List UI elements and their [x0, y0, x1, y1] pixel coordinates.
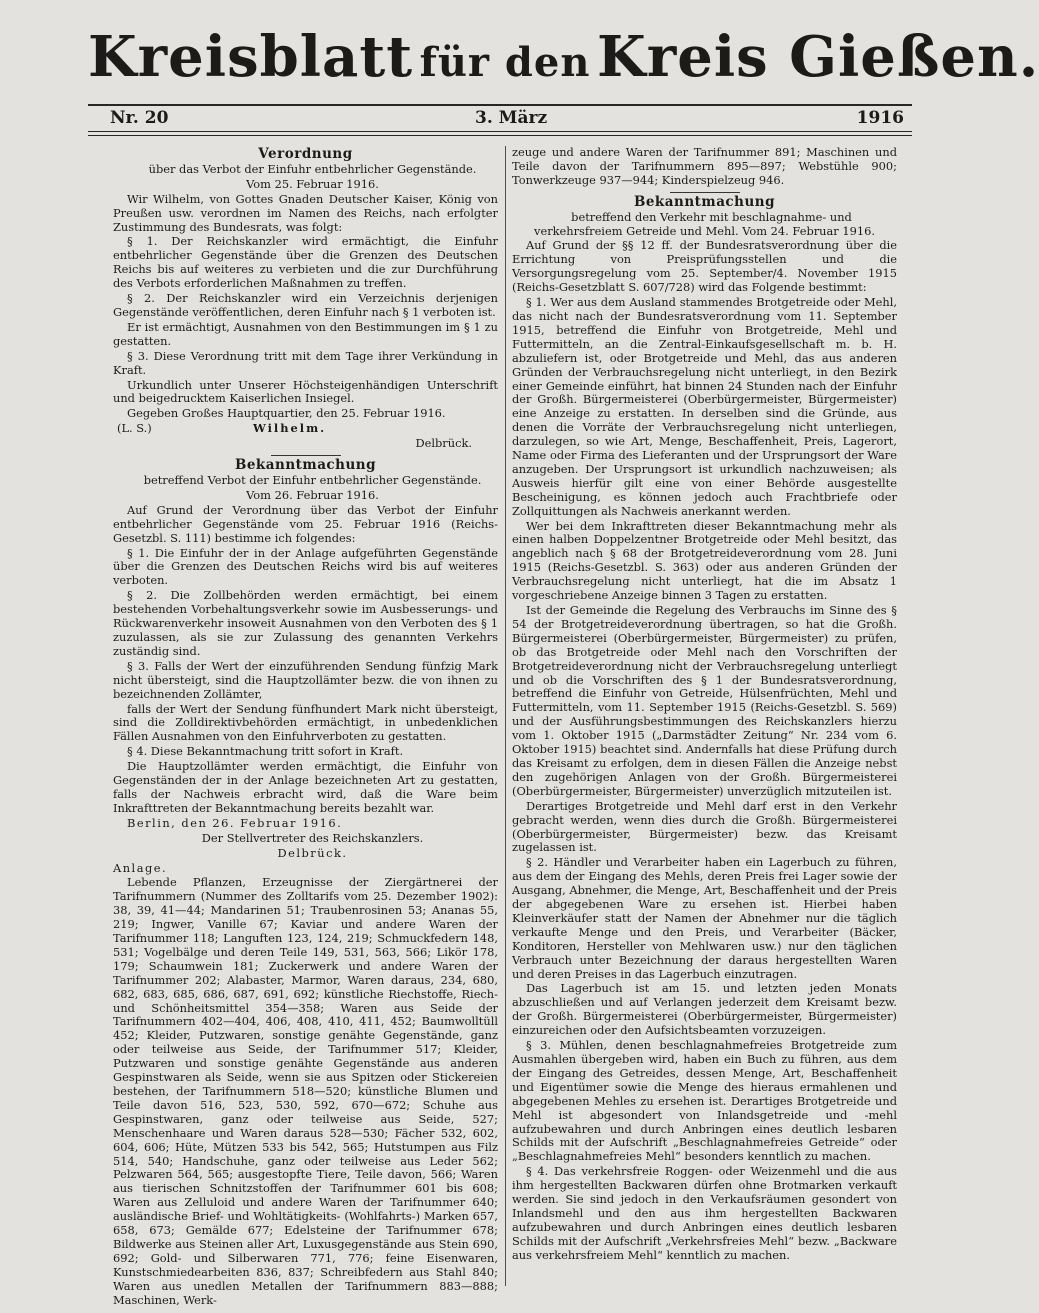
paragraph: § 3. Falls der Wert der einzuführenden Sendung fünfzig Mark nicht übersteigt, sind die Hauptzollämter bezw. die von ihnen zu bezeichnenden Zollämter, [113, 658, 498, 701]
paragraph: § 4. Das verkehrsfreie Roggen- oder Weizenmehl und die aus ihm hergestellten Backwaren dürfen ohne Brotmarken verkauft werden. Sie sind jedoch in den Verkaufsräumen gesondert von Inlandsmehl und den aus ihm hergestellten Backwaren aufzubewahren und durch Anbringen eines deutlich lesbaren Schilds mit der Aufschrift „Verkehrsfreies Mehl“ bezw. „Backware aus verkehrsfreiem Mehl“ kenntlich zu machen. [512, 1164, 897, 1262]
paragraph: § 2. Händler und Verarbeiter haben ein Lagerbuch zu führen, aus dem der Eingang des Mehls, deren Preis frei Lager sowie der Ausgang, Abnehmer, die Menge, Art, Beschaffenheit und der Preis der abgegebenen Ware zu ersehen ist. Hierbei haben Kleinverkäufer statt der Namen der Abnehmer nur die täglich verkaufte Menge und den Preis, und Verarbeiter (Bäcker, Konditoren, Hersteller von Mehlwaren usw.) nur den täglichen Verbrauch unter Bezeichnung der daraus hergestellten Waren und deren Preises in das Lagerbuch einzutragen. [512, 855, 897, 981]
paragraph: Urkundlich unter Unserer Höchsteigenhändigen Unterschrift und beigedrucktem Kaiserlichen Insiegel. [113, 377, 498, 406]
masthead-title-part1: Kreisblatt [88, 24, 414, 90]
signature: Delbrück. [277, 845, 348, 860]
issue-date: 3. März [475, 108, 548, 128]
annex-list: Lebende Pflanzen, Erzeugnisse der Ziergärtnerei der Tarifnummern (Nummer des Zolltarifs vom 25. Dezember 1902): 38, 39, 41—44; Mandarinen 51; Traubenrosinen 53; Ananas 55, 219; Ingwer, Vanille 67; Kaviar und andere Waren der Tarifnummer 118; Languften 123, 124, 219; Schmuckfedern 148, 531; Vogelbälge und deren Teile 149, 531, 563, 566; Likör 178, 179; Schaumwein 181; Zuckerwerk und andere Waren der Tarifnummer 202; Alabaster, Marmor, Waren daraus, 234, 680, 682, 683, 685, 686, 687, 691, 692; künstliche Riechstoffe, Riech- und Schönheitsmittel 354—358; Waren aus Seide der Tarifnummern 402—404, 406, 408, 410, 411, 452; Baumwolltüll 452; Kleider, Putzwaren, sonstige genähte Gegenstände, ganz oder teilweise aus Seide, der Tarifnummer 517; Kleider, Putzwaren und sonstige genähte Gegenstände aus anderen Gespinstwaren als Seide, wenn sie aus Spitzen oder Stickereien bestehen, der Tarifnummern 518—520; künstliche Blumen und Teile davon 516, 523, 530, 592, 670—672; Schuhe aus Gespinstwaren, ganz oder teilweise aus Seide, 527; Menschenhaare und Waren daraus 528—530; Fächer 532, 602, 604, 606; Hüte, Mützen 533 bis 542, 565; Hutstumpen aus Filz 514, 540; Handschuhe, ganz oder teilweise aus Leder 562; Pelzwaren 564, 565; ausgestopfte Tiere, Teile davon, 566; Waren aus tierischen Schnitzstoffen der Tarifnummer 601 bis 608; Waren aus Zelluloid und andere Waren der Tarifnummer 640; ausländische Brief- und Wohltätigkeits- (Wohlfahrts-) Marken 657, 658, 673; Gemälde 677; Edelsteine der Tarifnummer 678; Bildwerke aus Steinen aller Art, Luxusgegenstände aus Stein 690, 692; Gold- und Silberwaren 771, 776; feine Eisenwaren, Kunstschmiedearbeiten 836, 837; Schreibfedern aus Stahl 840; Waren aus unedlen Metallen der Tarifnummern 883—888; Maschinen, Werk- [113, 875, 498, 1307]
deputy-title: Der Stellvertreter des Reichskanzlers. [201, 830, 424, 845]
paragraph: Die Hauptzollämter werden ermächtigt, die Einfuhr von Gegenständen der in der Anlage bezeichneten Art zu gestatten, falls der Nachweis erbracht wird, daß die Ware beim Inkrafttreten der Bekanntmachung bereits bezahlt war. [113, 759, 498, 815]
issue-line [110, 106, 910, 130]
paragraph: Wer bei dem Inkrafttreten dieser Bekanntmachung mehr als einen halben Doppelzentner Brotgetreide oder Mehl besitzt, das angeblich nach § 68 der Brotgetreideverordnung vom 28. Juni 1915 (Reichs-Gesetzbl. S. 363) oder aus anderen Gründen der Verbrauchsregelung nicht unterliegt, hat die im Absatz 1 vorgeschriebene Anzeige binnen 3 Tagen zu erstatten. [512, 518, 897, 603]
signature-row [113, 422, 498, 437]
article-date: Vom 25. Februar 1916. [246, 176, 379, 191]
article-separator [670, 192, 740, 193]
masthead-rule-bottom [88, 131, 912, 132]
paragraph: Das Lagerbuch ist am 15. und letzten jeden Monats abzuschließen und auf Verlangen jederzeit dem Kreisamt bezw. der Großh. Bürgermeisterei (Oberbürgermeister, Bürgermeister) einzureichen oder den Aufsichtsbeamten vorzuzeigen. [512, 981, 897, 1038]
paragraph: Gegeben Großes Hauptquartier, den 25. Februar 1916. [127, 406, 446, 421]
article-subject: betreffend den Verkehr mit beschlagnahme- und verkehrsfreiem Getreide und Mehl. Vom 24. Februar 1916. [534, 209, 875, 238]
masthead [88, 18, 1039, 96]
masthead-title-part3: Kreis Gießen. [597, 24, 1039, 90]
paragraph: Auf Grund der §§ 12 ff. der Bundesratsverordnung über die Errichtung von Preisprüfungsstellen und die Versorgungsregelung vom 25. September/4. November 1915 (Reichs-Gesetzblatt S. 607/728) wird das Folgende bestimmt: [512, 238, 897, 295]
column-divider [505, 146, 506, 1286]
paragraph: § 3. Diese Verordnung tritt mit dem Tage ihrer Verkündung in Kraft. [113, 348, 498, 377]
seal-mark: (L. S.) [117, 421, 152, 436]
paragraph: § 1. Wer aus dem Ausland stammendes Brotgetreide oder Mehl, das nicht nach der Bundesratsverordnung vom 11. September 1915, betreffend die Einfuhr von Brotgetreide, Mehl und Futtermitteln, an die Zentral-Einkaufsgesellschaft m. b. H. abzuliefern ist, oder Brotgetreide und Mehl, das aus anderen Gründen der Verbrauchsregelung nicht unterliegt, in den Bezirk einer Gemeinde einführt, hat binnen 24 Stunden nach der Einfuhr der Großh. Bürgermeisterei (Oberbürgermeister, Bürgermeister) eine Anzeige zu erstatten. In derselben sind die Gründe, aus denen die Vorräte der Verbrauchsregelung nicht unterliegen, darzulegen, so wie Art, Menge, Beschaffenheit, Preis, Lagerort, Name oder Firma des Lieferanten und der Ursprungsort der Ware anzugeben. Der Ursprungsort ist urkundlich nachzuweisen; als Ausweis hierfür gilt eine von einer Behörde ausgestellte Bescheinigung, es können jedoch auch Frachtbriefe oder Zollquittungen als Nachweis anerkannt werden. [512, 295, 897, 518]
article-subject: über das Verbot der Einfuhr entbehrlicher Gegenstände. [148, 161, 477, 176]
paragraph: § 4. Diese Bekanntmachung tritt sofort in Kraft. [127, 744, 404, 759]
annex-title: Anlage. [113, 860, 168, 875]
article-subject: betreffend Verbot der Einfuhr entbehrlicher Gegenstände. [143, 473, 482, 488]
article-heading-bekanntmachung: Bekanntmachung [633, 193, 776, 210]
paragraph: § 2. Der Reichskanzler wird ein Verzeichnis derjenigen Gegenstände veröffentlichen, deren Einfuhr nach § 1 verboten ist. [113, 291, 498, 319]
signature-emperor: Wilhelm. [253, 421, 327, 436]
countersignature: Delbrück. [415, 436, 472, 451]
paragraph: Ist der Gemeinde die Regelung des Verbrauchs im Sinne des § 54 der Brotgetreideverordnung übertragen, so hat die Großh. Bürgermeisterei (Oberbürgermeister, Bürgermeister) zu prüfen, ob das Brotgetreide oder Mehl nach den Vorschriften der Brotgetreideverordnung nicht der Verbrauchsregelung unterliegt und ob die Vorschriften des § 1 der Bundesratsverordnung, betreffend die Einfuhr von Getreide, Hülsenfrüchten, Mehl und Futtermitteln, vom 11. September 1915 (Reichs-Gesetzbl. S. 569) und der Ausführungsbestimmungen des Reichskanzlers hierzu vom 1. Oktober 1915 („Darmstädter Zeitung“ Nr. 234 vom 6. Oktober 1915) beachtet sind. Andernfalls hat diese Prüfung durch das Kreisamt zu erfolgen, dem in diesen Fällen die Anzeige nebst den zugehörigen Anlagen von der Großh. Bürgermeisterei (Oberbürgermeister, Bürgermeister) unverzüglich mitzuteilen ist. [512, 603, 897, 798]
issue-year: 1916 [856, 108, 904, 128]
paragraph: Derartiges Brotgetreide und Mehl darf erst in den Verkehr gebracht werden, wenn dies durch die Großh. Bürgermeisterei (Oberbürgermeister, Bürgermeister) bezw. das Kreisamt zugelassen ist. [512, 798, 897, 855]
paragraph: § 1. Der Reichskanzler wird ermächtigt, die Einfuhr entbehrlicher Gegenstände über die Grenzen des Deutschen Reichs bis auf weiteres zu verbieten und die zur Durchführung des Verbots erforderlichen Maßnahmen zu treffen. [113, 234, 498, 291]
paragraph: Auf Grund der Verordnung über das Verbot der Einfuhr entbehrlicher Gegenstände vom 25. Februar 1916 (Reichs-Gesetzbl. S. 111) bestimme ich folgendes: [113, 502, 498, 545]
paragraph: falls der Wert der Sendung fünfhundert Mark nicht übersteigt, sind die Zolldirektivbehörden ermächtigt, in unbedenklichen Fällen Ausnahmen von den Einfuhrverboten zu gestatten. [113, 701, 498, 744]
issue-number: Nr. 20 [110, 108, 169, 128]
left-column [113, 146, 498, 1306]
article-separator [271, 455, 341, 456]
paragraph: Wir Wilhelm, von Gottes Gnaden Deutscher Kaiser, König von Preußen usw. verordnen im Namen des Reichs, nach erfolgter Zustimmung des Bundesrats, was folgt: [113, 191, 498, 234]
paragraph: § 1. Die Einfuhr der in der Anlage aufgeführten Gegenstände über die Grenzen des Deutschen Reichs wird bis auf weiteres verboten. [113, 545, 498, 588]
paragraph: § 3. Mühlen, denen beschlagnahmefreies Brotgetreide zum Ausmahlen übergeben wird, haben ein Buch zu führen, aus dem der Eingang des Getreides, dessen Menge, Art, Beschaffenheit und Eigentümer sowie die Menge des hieraus ermahlenen und abgegebenen Mehles zu ersehen ist. Derartiges Brotgetreide und Mehl ist abgesondert von Inlandsgetreide und -mehl aufzubewahren und durch Anbringen eines deutlich lesbaren Schilds mit der Aufschrift „Beschlagnahmefreies Getreide“ oder „Beschlagnahmefreies Mehl“ besonders kenntlich zu machen. [512, 1038, 897, 1164]
paragraph: § 2. Die Zollbehörden werden ermächtigt, bei einem bestehenden Vorbehaltungsverkehr sowie im Ausbesserungs- und Rückwarenverkehr insoweit Ausnahmen von den Verboten des § 1 zuzulassen, als sie zur Zulassung des genannten Verkehrs zuständig sind. [113, 588, 498, 658]
article-heading-bekanntmachung: Bekanntmachung [234, 457, 377, 474]
masthead-title-part2: für den [419, 39, 591, 86]
right-column [512, 146, 897, 1306]
masthead-rule-bottom-thin [88, 135, 912, 136]
article-heading-verordnung: Verordnung [258, 146, 353, 162]
paragraph: Er ist ermächtigt, Ausnahmen von den Bestimmungen im § 1 zu gestatten. [113, 319, 498, 348]
article-date: Vom 26. Februar 1916. [246, 487, 379, 502]
place-date: Berlin, den 26. Februar 1916. [127, 815, 343, 830]
annex-continuation: zeuge und andere Waren der Tarifnummer 891; Maschinen und Teile davon der Tarifnummern 895—897; Webstühle 900; Tonwerkzeuge 937—944; Kinderspielzeug 946. [512, 145, 897, 187]
